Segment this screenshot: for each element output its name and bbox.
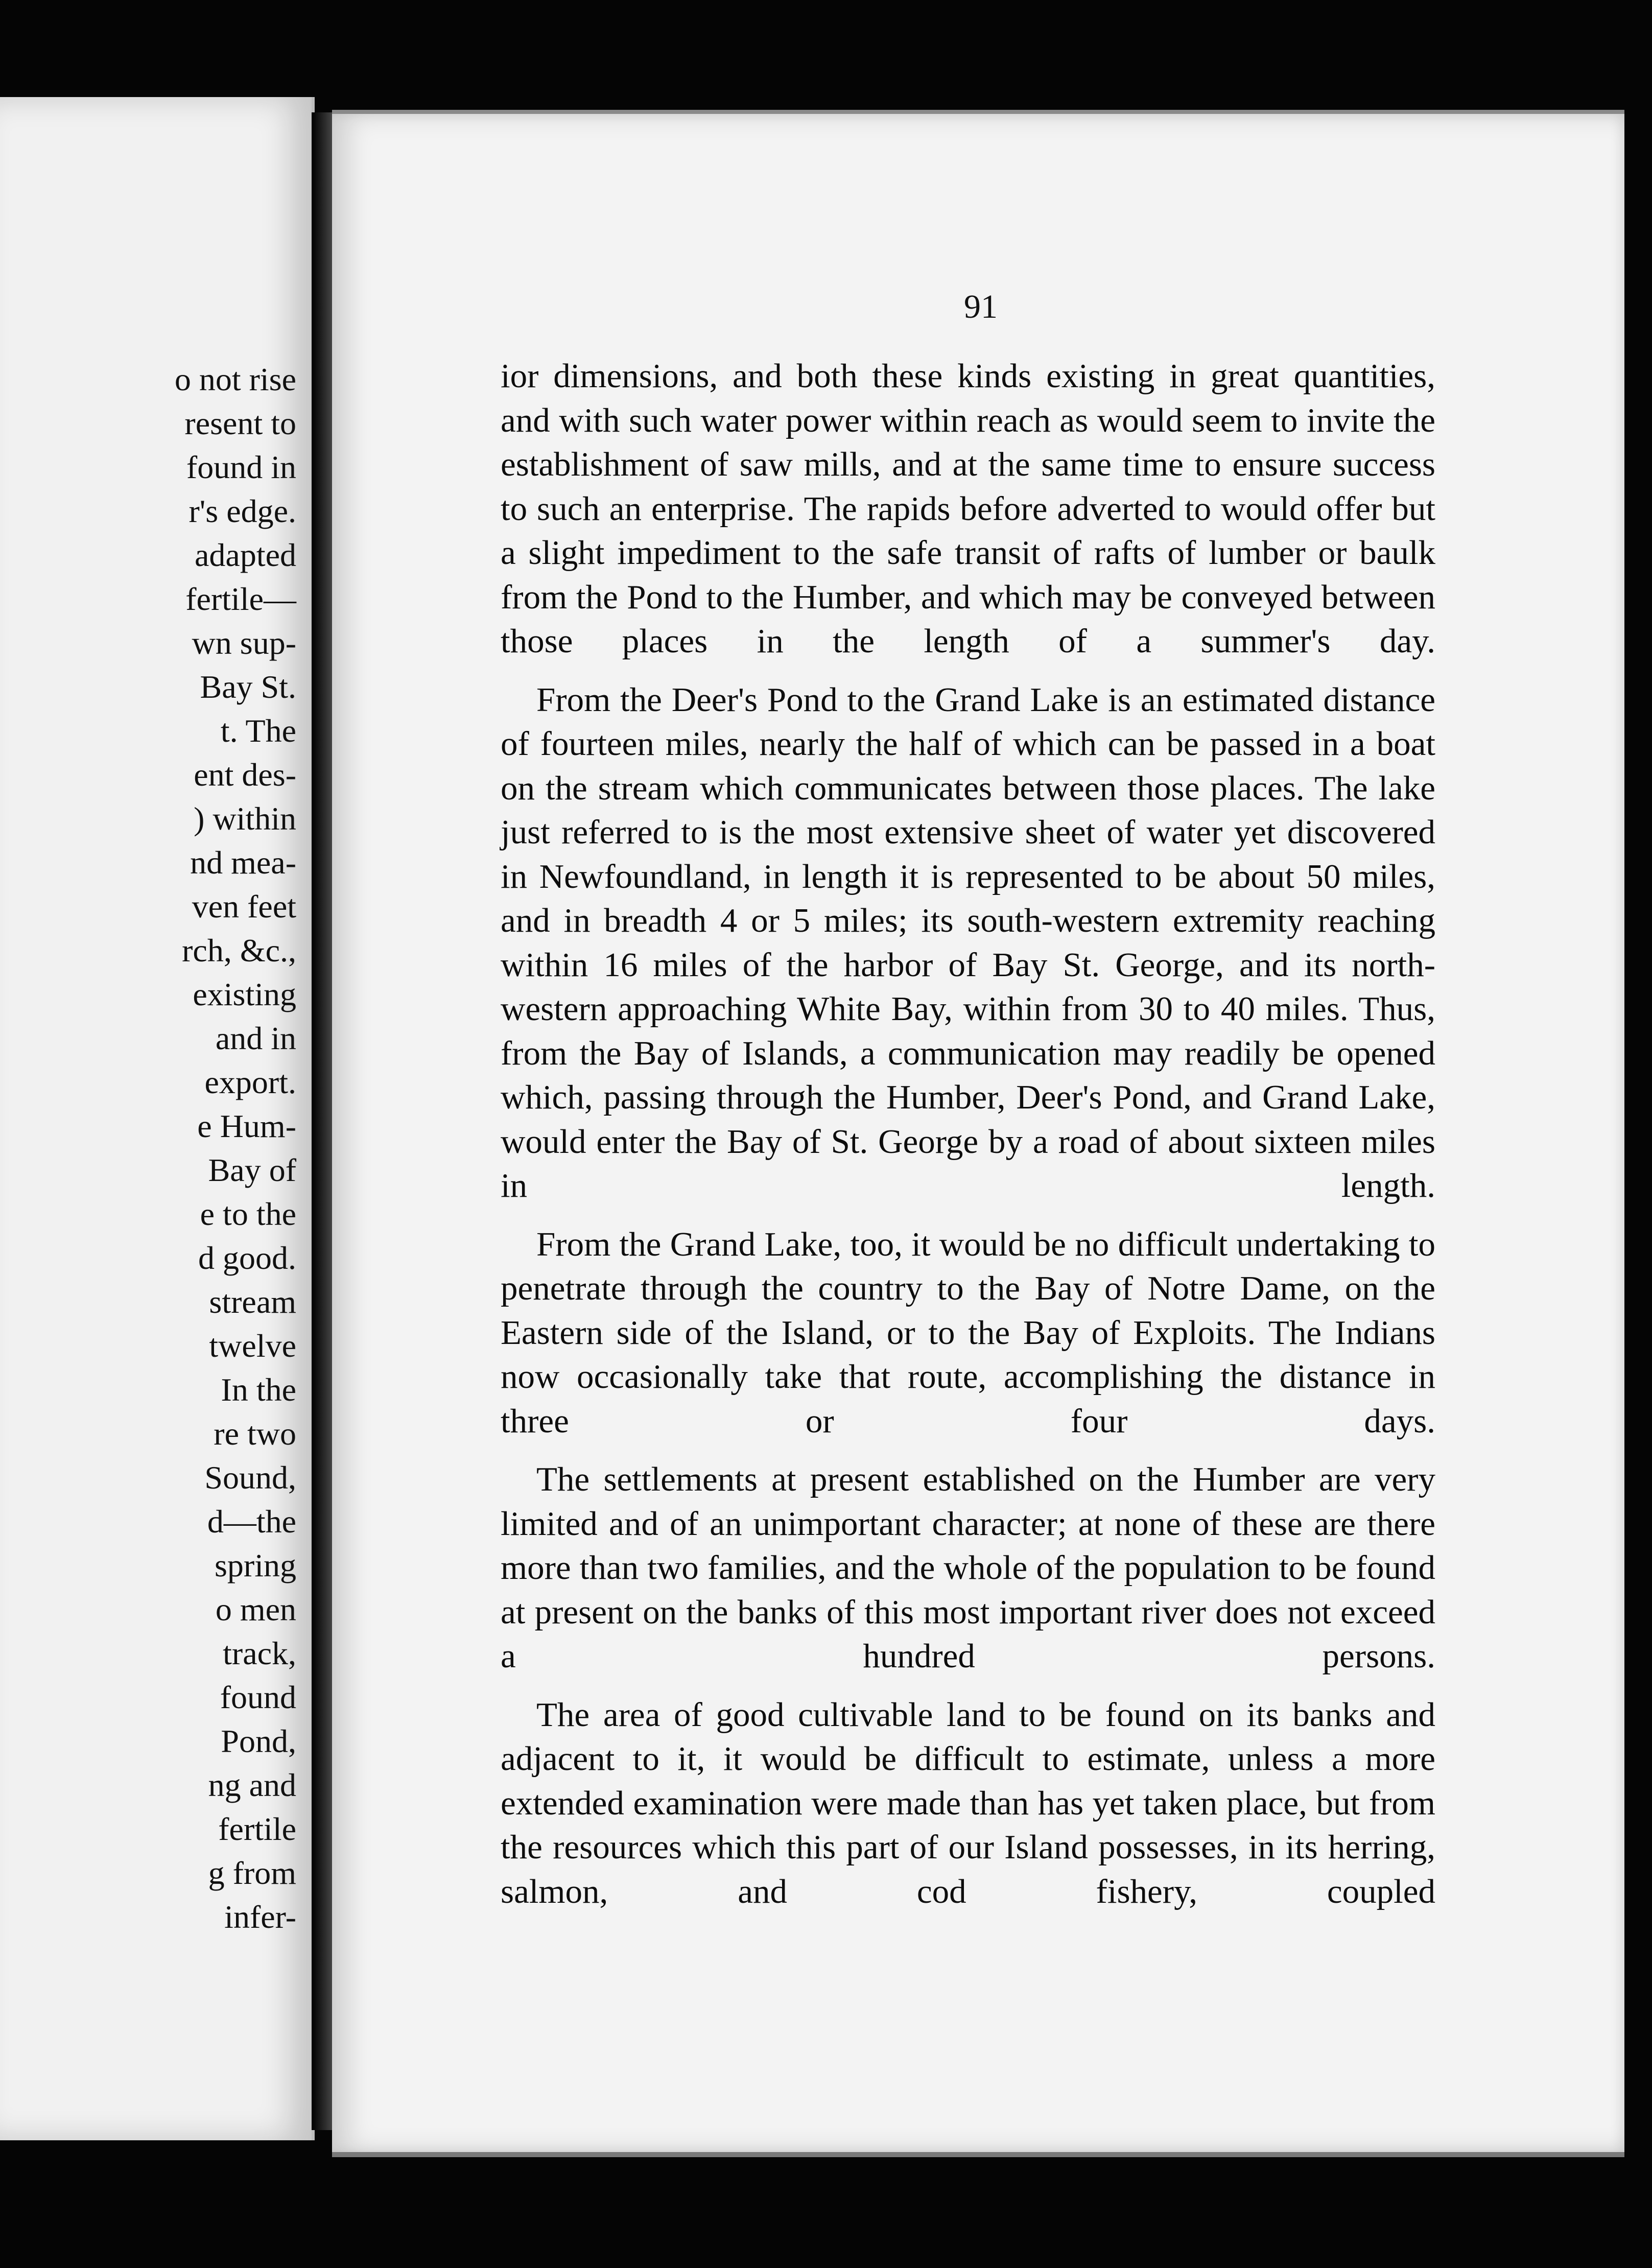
left-line: o not rise (174, 361, 296, 397)
left-line: In the (221, 1372, 296, 1408)
left-line: g from (208, 1855, 296, 1891)
left-facing-page (0, 97, 315, 2140)
paragraph: ior dimensions, and both these kinds existing in great quantities, and with such water power within reach as would seem to invite the establishment of saw mills, and at the same time to ensure success to such an enterprise. The rapids before adverted to would offer but a slight impediment to the safe transit of rafts of lumber or baulk from the Pond to the Humber, and which may be conveyed between those places in the length of a summer's day. (501, 357, 1435, 660)
left-line: t. The (220, 713, 296, 749)
paragraph: From the Grand Lake, too, it would be no difficult undertaking to penetrate through the country to the Bay of Notre Dame, on the Eastern side of the Island, or to the Bay of Exploits. The Indians now occasionally take that route, accomplishing the distance in three or four days. (501, 1225, 1435, 1440)
left-line: existing (193, 976, 296, 1012)
left-line: ven feet (192, 888, 296, 925)
left-line: resent to (184, 405, 296, 441)
left-line: Pond, (221, 1723, 296, 1759)
left-line: adapted (195, 537, 296, 573)
left-line: fertile (218, 1811, 296, 1847)
book-gutter (312, 112, 332, 2130)
right-page (332, 110, 1624, 2157)
left-line: found (220, 1679, 296, 1715)
left-line: ent des- (194, 757, 296, 793)
left-line: d good. (198, 1240, 296, 1276)
left-line: re two (214, 1415, 296, 1452)
body-text (501, 354, 1435, 1928)
page-number: 91 (964, 288, 998, 325)
left-line: r's edge. (188, 493, 296, 529)
left-line: and in (215, 1020, 296, 1056)
left-line: d—the (207, 1503, 296, 1540)
left-line: Sound, (204, 1459, 296, 1496)
paragraph: The area of good cultivable land to be found on its banks and adjacent to it, it would be difficult to estimate, unless a more extended examination were made than has yet taken place, but from the resources which this part of our Island possesses, in its herring, salmon, and cod fishery, coupled (501, 1695, 1435, 1910)
left-line: Bay of (208, 1152, 296, 1188)
left-line: export. (204, 1064, 296, 1100)
left-line: ) within (194, 800, 296, 837)
left-line: track, (223, 1635, 296, 1671)
left-line: wn sup- (192, 625, 296, 661)
left-page-text (175, 358, 296, 1939)
left-line: rch, &c., (182, 932, 296, 968)
left-line: o men (215, 1591, 296, 1627)
paragraph: The settlements at present established on the Humber are very limited and of an unimportant character; at none of these are there more than two families, and the whole of the population to be found at present on the banks of this most important river does not exceed a hundred persons. (501, 1460, 1435, 1675)
left-line: e Hum- (197, 1108, 296, 1144)
paragraph: From the Deer's Pond to the Grand Lake is an estimated distance of fourteen miles, nearly the half of which can be passed in a boat on the stream which communicates between those places. The lake just referred to is the most extensive sheet of water yet discovered in Newfoundland, in length it is represented to be about 50 miles, and in breadth 4 or 5 miles; its south-western extremity reaching within 16 miles of the harbor of Bay St. George, and its north-western approaching White Bay, within from 30 to 40 miles. Thus, from the Bay of Islands, a communication may readily be opened which, passing through the Humber, Deer's Pond, and Grand Lake, would enter the Bay of St. George by a road of about sixteen miles in length. (501, 680, 1435, 1204)
left-line: found in (186, 449, 296, 485)
left-line: twelve (209, 1328, 296, 1364)
left-line: Bay St. (200, 669, 296, 705)
left-line: ng and (208, 1767, 296, 1803)
left-line: nd mea- (190, 844, 296, 881)
left-line: fertile— (185, 581, 296, 617)
left-line: infer- (224, 1899, 296, 1935)
left-line: spring (215, 1547, 296, 1584)
left-line: stream (209, 1284, 296, 1320)
left-line: e to the (200, 1196, 296, 1232)
